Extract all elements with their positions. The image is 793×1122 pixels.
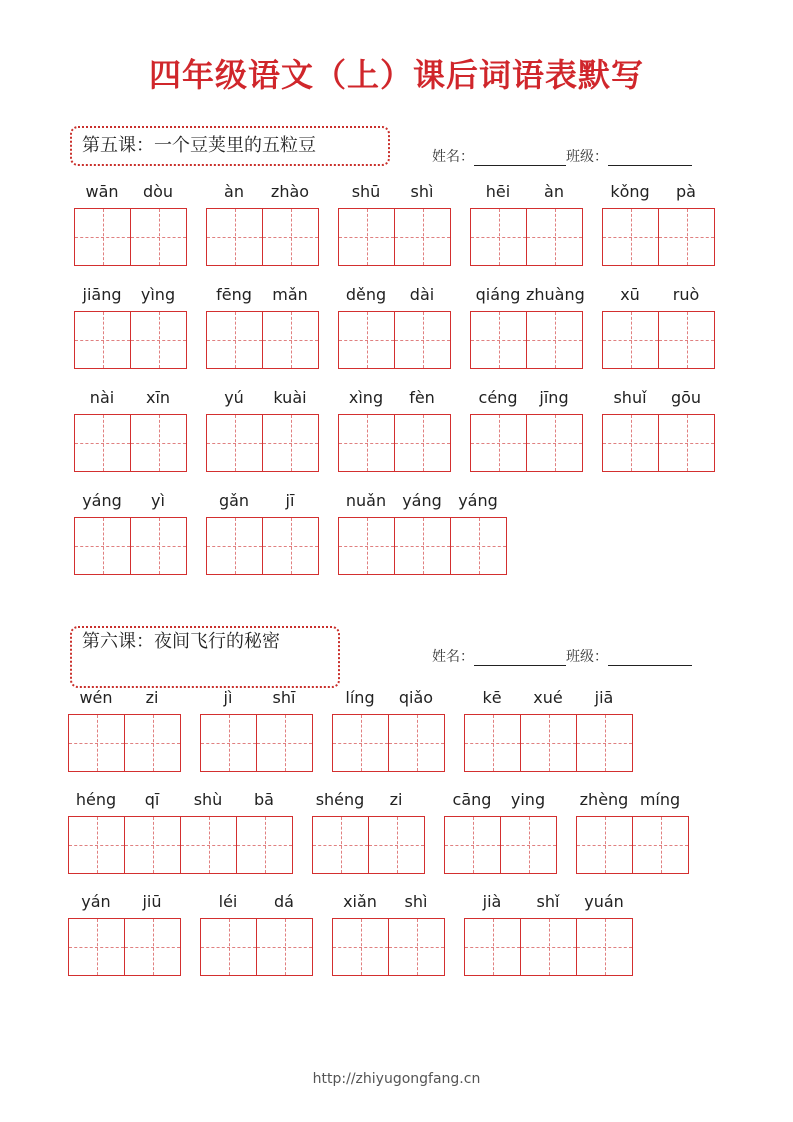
pinyin-syllable: kuài: [273, 388, 307, 407]
pinyin-syllable: zhèng: [579, 790, 629, 809]
writing-boxes: [602, 208, 715, 266]
writing-cell[interactable]: [263, 311, 319, 369]
writing-cell[interactable]: [603, 311, 659, 369]
writing-cell[interactable]: [69, 816, 125, 874]
page-title: 四年级语文（上）课后词语表默写: [148, 56, 644, 94]
writing-cell[interactable]: [207, 311, 263, 369]
writing-cell[interactable]: [69, 918, 125, 976]
class-blank[interactable]: [608, 149, 692, 166]
pinyin-row: [206, 180, 319, 204]
pinyin-syllable: fēng: [216, 285, 252, 304]
word-item: [338, 489, 507, 575]
pinyin-syllable: shì: [404, 892, 428, 911]
writing-boxes: [74, 311, 187, 369]
pinyin-syllable: gōu: [670, 388, 702, 407]
pinyin-syllable: yìng: [140, 285, 176, 304]
word-item: [602, 283, 715, 369]
word-item: [74, 489, 187, 575]
pinyin-syllable: yú: [224, 388, 244, 407]
writing-cell[interactable]: [603, 208, 659, 266]
writing-boxes: [206, 208, 319, 266]
pinyin-row: [206, 283, 319, 307]
writing-cell[interactable]: [237, 816, 293, 874]
writing-cell[interactable]: [521, 714, 577, 772]
pinyin-syllable: nài: [89, 388, 115, 407]
word-item: [206, 489, 319, 575]
word-item: [200, 890, 313, 976]
writing-cell[interactable]: [263, 208, 319, 266]
writing-boxes: [470, 208, 583, 266]
writing-cell[interactable]: [69, 714, 125, 772]
writing-cell[interactable]: [257, 918, 313, 976]
word-item: [74, 386, 187, 472]
writing-boxes: [338, 311, 451, 369]
word-item: [444, 788, 557, 874]
word-item: [68, 890, 181, 976]
writing-boxes: [68, 918, 181, 976]
name-blank[interactable]: [474, 149, 566, 166]
pinyin-syllable: bā: [254, 790, 274, 809]
pinyin-syllable: léi: [218, 892, 238, 911]
pinyin-syllable: yáng: [458, 491, 498, 510]
writing-boxes: [74, 414, 187, 472]
pinyin-row: [332, 890, 445, 914]
pinyin-row: [470, 283, 583, 307]
name-class-line-1: [432, 146, 692, 166]
writing-cell[interactable]: [445, 816, 501, 874]
pinyin-row: [602, 283, 715, 307]
writing-cell[interactable]: [471, 208, 527, 266]
word-item: [338, 180, 451, 266]
pinyin-row: [602, 386, 715, 410]
pinyin-syllable: mǎn: [272, 285, 308, 304]
writing-cell[interactable]: [527, 311, 583, 369]
pinyin-syllable: zi: [389, 790, 403, 809]
word-item: [312, 788, 425, 874]
pinyin-syllable: xīn: [145, 388, 171, 407]
pinyin-syllable: fèn: [409, 388, 435, 407]
writing-boxes: [338, 517, 507, 575]
pinyin-row: [338, 283, 451, 307]
writing-cell[interactable]: [339, 208, 395, 266]
pinyin-syllable: yán: [81, 892, 111, 911]
writing-cell[interactable]: [465, 918, 521, 976]
word-item: [464, 686, 633, 772]
writing-cell[interactable]: [501, 816, 557, 874]
writing-boxes: [68, 714, 181, 772]
pinyin-row: [200, 686, 313, 710]
pinyin-syllable: xiǎn: [343, 892, 377, 911]
pinyin-row: [74, 283, 187, 307]
writing-cell[interactable]: [659, 414, 715, 472]
writing-cell[interactable]: [527, 208, 583, 266]
pinyin-row: [464, 686, 633, 710]
pinyin-syllable: qiǎo: [398, 688, 434, 707]
word-item: [470, 386, 583, 472]
writing-boxes: [470, 414, 583, 472]
writing-cell[interactable]: [313, 816, 369, 874]
pinyin-syllable: yì: [151, 491, 165, 510]
name-label: 姓名：: [432, 649, 474, 665]
writing-boxes: [332, 918, 445, 976]
writing-cell[interactable]: [465, 714, 521, 772]
pinyin-syllable: jì: [223, 688, 233, 707]
pinyin-row: [332, 686, 445, 710]
pinyin-syllable: yuán: [584, 892, 624, 911]
pinyin-syllable: jiā: [594, 688, 614, 707]
pinyin-row: [74, 489, 187, 513]
writing-cell[interactable]: [395, 311, 451, 369]
writing-boxes: [206, 311, 319, 369]
pinyin-row: [68, 788, 293, 812]
pinyin-syllable: shǐ: [536, 892, 560, 911]
word-item: [68, 788, 293, 874]
writing-cell[interactable]: [603, 414, 659, 472]
word-item: [206, 386, 319, 472]
writing-cell[interactable]: [633, 816, 689, 874]
pinyin-row: [470, 180, 583, 204]
pinyin-row: [464, 890, 633, 914]
writing-boxes: [200, 714, 313, 772]
word-item: [338, 283, 451, 369]
pinyin-row: [74, 180, 187, 204]
pinyin-row: [470, 386, 583, 410]
pinyin-syllable: yáng: [402, 491, 442, 510]
writing-cell[interactable]: [659, 208, 715, 266]
writing-cell[interactable]: [131, 208, 187, 266]
writing-boxes: [576, 816, 689, 874]
word-item: [338, 386, 451, 472]
writing-cell[interactable]: [471, 311, 527, 369]
pinyin-syllable: shì: [410, 182, 434, 201]
writing-boxes: [200, 918, 313, 976]
pinyin-syllable: gǎn: [218, 491, 250, 510]
pinyin-row: [338, 489, 507, 513]
class-label: 班级：: [566, 649, 608, 665]
pinyin-syllable: xū: [620, 285, 640, 304]
writing-cell[interactable]: [263, 517, 319, 575]
writing-cell[interactable]: [131, 517, 187, 575]
pinyin-syllable: cāng: [452, 790, 492, 809]
writing-boxes: [602, 311, 715, 369]
writing-cell[interactable]: [471, 414, 527, 472]
pinyin-row: [338, 180, 451, 204]
word-item: [576, 788, 689, 874]
pinyin-row: [200, 890, 313, 914]
writing-cell[interactable]: [207, 517, 263, 575]
class-label: 班级：: [566, 149, 608, 165]
writing-boxes: [464, 918, 633, 976]
writing-cell[interactable]: [201, 714, 257, 772]
pinyin-syllable: shù: [193, 790, 223, 809]
pinyin-row: [312, 788, 425, 812]
pinyin-syllable: kē: [482, 688, 502, 707]
writing-cell[interactable]: [339, 414, 395, 472]
word-item: [74, 180, 187, 266]
writing-cell[interactable]: [395, 517, 451, 575]
pinyin-syllable: jiū: [142, 892, 162, 911]
word-item: [200, 686, 313, 772]
pinyin-syllable: nuǎn: [345, 491, 387, 510]
pinyin-syllable: shī: [272, 688, 296, 707]
pinyin-syllable: dài: [409, 285, 435, 304]
pinyin-syllable: pà: [676, 182, 696, 201]
pinyin-syllable: shū: [351, 182, 381, 201]
pinyin-syllable: líng: [345, 688, 375, 707]
pinyin-syllable: yáng: [82, 491, 122, 510]
writing-cell[interactable]: [577, 816, 633, 874]
pinyin-row: [68, 890, 181, 914]
writing-cell[interactable]: [389, 918, 445, 976]
writing-boxes: [312, 816, 425, 874]
writing-boxes: [74, 517, 187, 575]
writing-cell[interactable]: [181, 816, 237, 874]
pinyin-syllable: àn: [224, 182, 244, 201]
writing-boxes: [206, 414, 319, 472]
writing-cell[interactable]: [125, 918, 181, 976]
word-item: [470, 283, 583, 369]
writing-boxes: [332, 714, 445, 772]
writing-boxes: [206, 517, 319, 575]
word-item: [332, 686, 445, 772]
writing-cell[interactable]: [659, 311, 715, 369]
pinyin-syllable: shuǐ: [613, 388, 647, 407]
pinyin-syllable: míng: [639, 790, 681, 809]
word-item: [206, 283, 319, 369]
pinyin-syllable: dá: [274, 892, 294, 911]
writing-cell[interactable]: [125, 714, 181, 772]
writing-cell[interactable]: [201, 918, 257, 976]
writing-cell[interactable]: [75, 311, 131, 369]
writing-cell[interactable]: [257, 714, 313, 772]
writing-cell[interactable]: [577, 714, 633, 772]
class-blank[interactable]: [608, 649, 692, 666]
pinyin-row: [206, 386, 319, 410]
writing-boxes: [68, 816, 293, 874]
pinyin-syllable: zi: [145, 688, 159, 707]
name-label: 姓名：: [432, 149, 474, 165]
writing-boxes: [338, 208, 451, 266]
pinyin-row: [206, 489, 319, 513]
word-item: [470, 180, 583, 266]
writing-boxes: [74, 208, 187, 266]
writing-cell[interactable]: [527, 414, 583, 472]
pinyin-syllable: hēi: [485, 182, 511, 201]
lesson-title-5: 第五课：一个豆荚里的五粒豆: [70, 126, 390, 166]
pinyin-syllable: kǒng: [610, 182, 650, 201]
writing-cell[interactable]: [395, 208, 451, 266]
pinyin-row: [444, 788, 557, 812]
word-item: [332, 890, 445, 976]
footer-url: http://zhiyugongfang.cn: [312, 1071, 481, 1087]
word-item: [464, 890, 633, 976]
pinyin-syllable: xué: [533, 688, 563, 707]
pinyin-syllable: jīng: [539, 388, 569, 407]
writing-cell[interactable]: [521, 918, 577, 976]
pinyin-syllable: zhuàng: [526, 285, 585, 304]
pinyin-syllable: děng: [345, 285, 387, 304]
writing-boxes: [444, 816, 557, 874]
writing-cell[interactable]: [339, 311, 395, 369]
writing-cell[interactable]: [207, 414, 263, 472]
writing-cell[interactable]: [125, 816, 181, 874]
pinyin-syllable: jià: [482, 892, 502, 911]
pinyin-syllable: céng: [478, 388, 518, 407]
pinyin-syllable: wān: [85, 182, 119, 201]
pinyin-syllable: jī: [285, 491, 295, 510]
writing-boxes: [338, 414, 451, 472]
writing-cell[interactable]: [75, 208, 131, 266]
pinyin-syllable: wén: [79, 688, 113, 707]
pinyin-syllable: dòu: [142, 182, 174, 201]
pinyin-row: [74, 386, 187, 410]
writing-cell[interactable]: [395, 414, 451, 472]
word-item: [602, 386, 715, 472]
writing-cell[interactable]: [577, 918, 633, 976]
writing-cell[interactable]: [389, 714, 445, 772]
pinyin-syllable: xìng: [348, 388, 384, 407]
name-blank[interactable]: [474, 649, 566, 666]
pinyin-syllable: ying: [510, 790, 546, 809]
pinyin-syllable: jiāng: [82, 285, 122, 304]
pinyin-syllable: qiáng: [475, 285, 521, 304]
word-item: [602, 180, 715, 266]
pinyin-syllable: héng: [75, 790, 117, 809]
writing-cell[interactable]: [207, 208, 263, 266]
writing-cell[interactable]: [75, 414, 131, 472]
writing-cell[interactable]: [339, 517, 395, 575]
writing-cell[interactable]: [75, 517, 131, 575]
writing-boxes: [464, 714, 633, 772]
writing-boxes: [470, 311, 583, 369]
pinyin-syllable: shéng: [315, 790, 365, 809]
pinyin-syllable: àn: [544, 182, 564, 201]
word-item: [74, 283, 187, 369]
pinyin-row: [576, 788, 689, 812]
writing-cell[interactable]: [131, 414, 187, 472]
writing-boxes: [602, 414, 715, 472]
lesson-title-6: 第六课：夜间飞行的秘密: [70, 626, 340, 688]
writing-cell[interactable]: [131, 311, 187, 369]
word-item: [206, 180, 319, 266]
writing-cell[interactable]: [263, 414, 319, 472]
pinyin-row: [68, 686, 181, 710]
pinyin-row: [602, 180, 715, 204]
pinyin-row: [338, 386, 451, 410]
writing-cell[interactable]: [369, 816, 425, 874]
writing-cell[interactable]: [333, 714, 389, 772]
pinyin-syllable: zhào: [270, 182, 310, 201]
pinyin-syllable: qī: [144, 790, 160, 809]
writing-cell[interactable]: [333, 918, 389, 976]
writing-cell[interactable]: [451, 517, 507, 575]
pinyin-syllable: ruò: [672, 285, 700, 304]
word-item: [68, 686, 181, 772]
name-class-line-2: [432, 646, 692, 666]
